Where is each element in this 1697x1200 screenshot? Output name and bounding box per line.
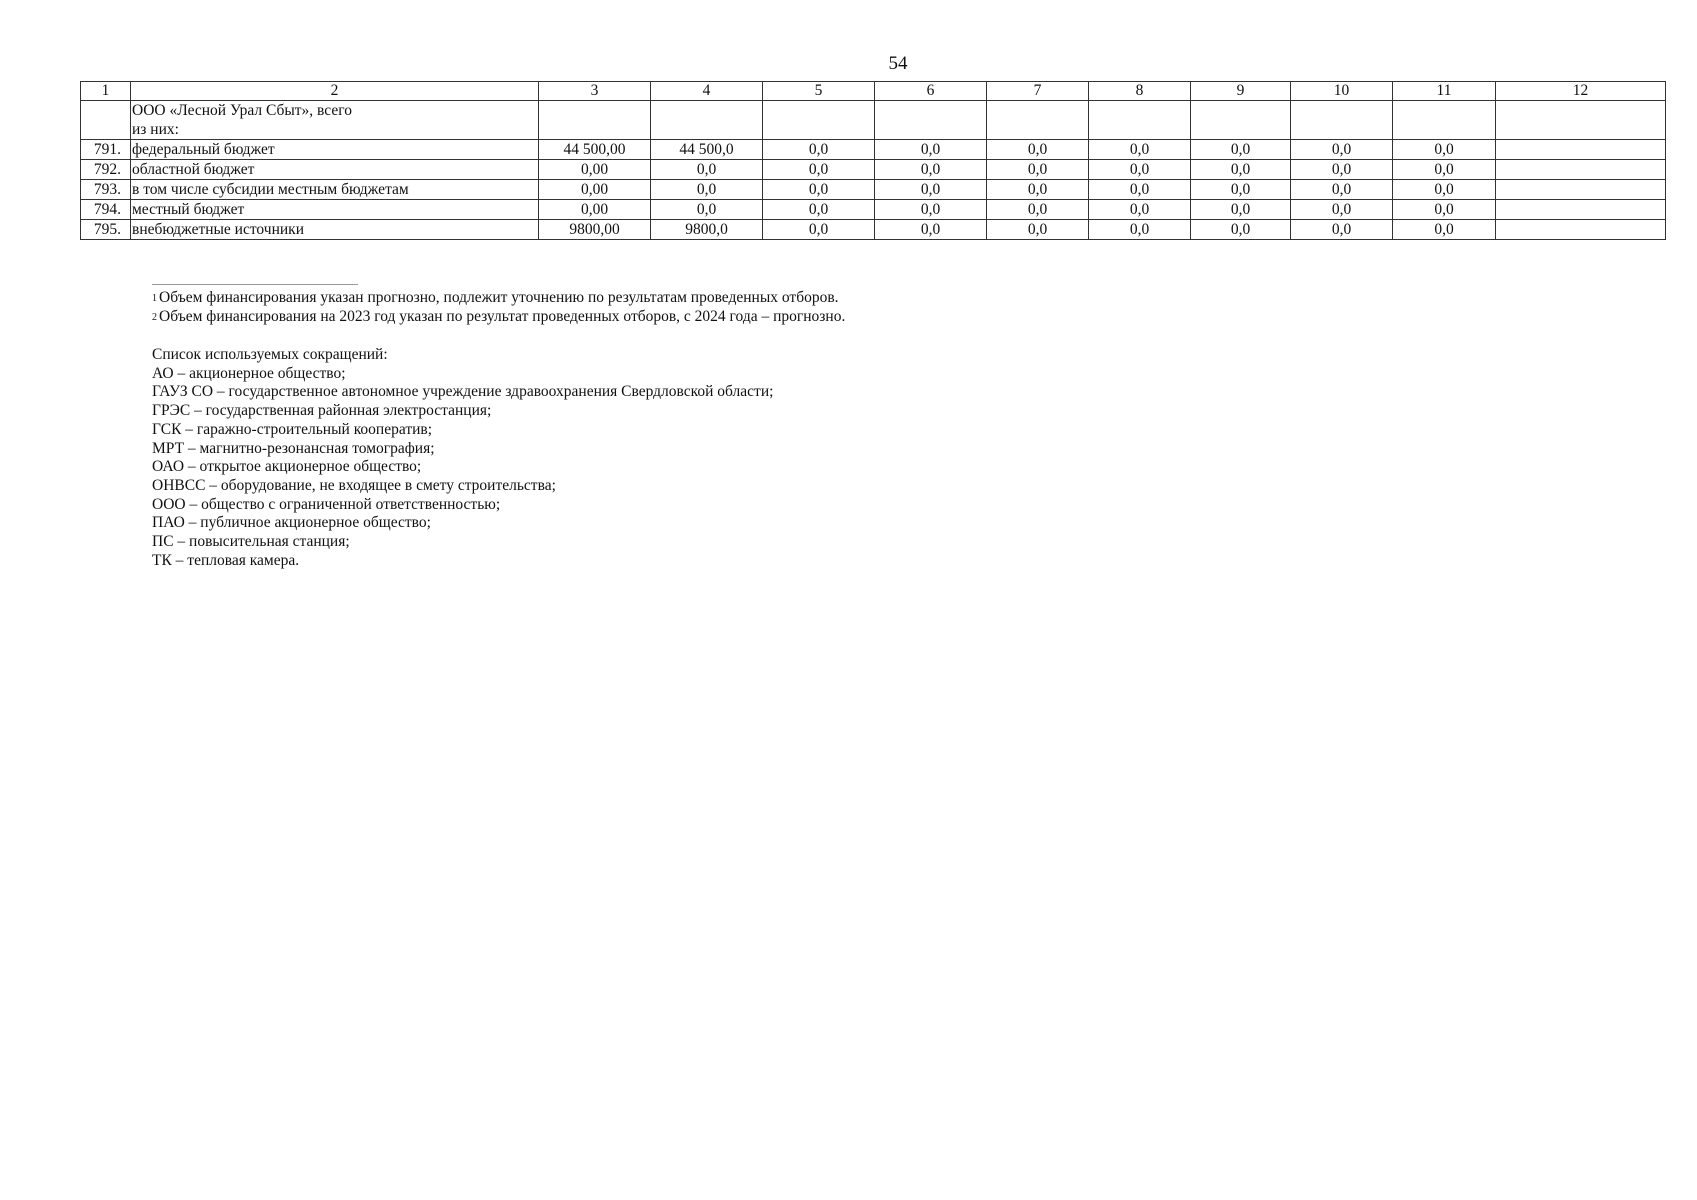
table-cell: 0,0 [875,200,987,220]
abbreviation-item: ОНВСС – оборудование, не входящее в смету строительства; [152,476,556,494]
column-header: 4 [651,82,763,101]
row-name: в том числе субсидии местным бюджетам [131,180,539,200]
table-cell [763,101,875,140]
column-number-row [81,82,1666,101]
abbreviations-heading: Список используемых сокращений: [152,346,388,363]
abbreviation-item: МРТ – магнитно-резонансная томография; [152,439,435,457]
footnote-separator [152,284,358,285]
row-number: 794. [81,200,131,220]
table-cell: 0,0 [1089,200,1191,220]
table-row [81,180,1666,200]
table-cell: 0,0 [875,180,987,200]
row-number: 791. [81,140,131,160]
table-cell [875,101,987,140]
abbreviation-item: ПАО – публичное акционерное общество; [152,514,431,532]
table-cell: 0,0 [1291,140,1393,160]
abbreviation-item: АО – акционерное общество; [152,364,346,382]
table-cell: 0,0 [1089,140,1191,160]
table-cell: 0,0 [1089,220,1191,240]
organization-title [131,101,539,140]
table-cell [1496,101,1666,140]
table-cell: 0,0 [1393,220,1496,240]
abbreviation-item: ГАУЗ СО – государственное автономное учреждение здравоохранения Свердловской области; [152,383,774,401]
table-cell: 0,0 [1291,180,1393,200]
abbreviation-item: ТК – тепловая камера. [152,551,300,569]
table-cell: 0,0 [987,220,1089,240]
row-number: 795. [81,220,131,240]
table-cell: 0,0 [875,220,987,240]
row-number: 793. [81,180,131,200]
table-row [81,220,1666,240]
table-cell: 0,0 [987,140,1089,160]
table-cell: 0,0 [1393,180,1496,200]
row-name: внебюджетные источники [131,220,539,240]
row-number: 792. [81,160,131,180]
table-cell: 0,00 [539,200,651,220]
table-cell [987,101,1089,140]
abbreviation-item: ООО – общество с ограниченной ответственностью; [152,495,501,513]
table-cell: 0,0 [1089,160,1191,180]
abbreviation-item: ГРЭС – государственная районная электростанция; [152,402,492,420]
table-cell: 0,0 [1191,140,1291,160]
table-cell [1089,101,1191,140]
table-cell: 0,0 [875,160,987,180]
abbreviation-item: ГСК – гаражно-строительный кооператив; [152,420,433,438]
table-cell: 0,0 [1191,180,1291,200]
row-name: областной бюджет [131,160,539,180]
table-cell [1496,160,1666,180]
table-cell: 0,0 [1291,200,1393,220]
column-header: 12 [1496,82,1666,101]
page-number: 54 [888,53,908,74]
table-cell: 0,0 [763,160,875,180]
table-cell: 0,0 [651,160,763,180]
organization-title-row [81,101,1666,140]
table-cell: 9800,0 [651,220,763,240]
footnote-2 [152,307,845,326]
financing-table [80,81,1666,240]
table-cell: 0,0 [1089,180,1191,200]
table-cell [1496,140,1666,160]
column-header: 7 [987,82,1089,101]
footnote-mark: 1 [152,293,157,304]
column-header: 2 [131,82,539,101]
table-cell [1496,220,1666,240]
footnote-1 [152,288,845,307]
table-cell: 0,0 [1393,160,1496,180]
table-cell: 0,0 [1191,160,1291,180]
footnotes [152,288,845,326]
table-cell [1496,180,1666,200]
table-cell: 0,0 [651,200,763,220]
table-cell: 0,0 [763,180,875,200]
column-header: 11 [1393,82,1496,101]
abbreviation-item: ПС – повысительная станция; [152,533,350,551]
footnote-text: Объем финансирования указан прогнозно, подлежит уточнению по результатам проведенных отборов. [159,289,839,306]
table-cell: 0,0 [987,160,1089,180]
row-name: федеральный бюджет [131,140,539,160]
column-header: 10 [1291,82,1393,101]
column-header: 8 [1089,82,1191,101]
column-header: 1 [81,82,131,101]
table-cell: 0,0 [875,140,987,160]
abbreviations-list [152,346,773,570]
table-cell [81,101,131,140]
table-row [81,200,1666,220]
column-header: 5 [763,82,875,101]
table-cell: 0,0 [987,200,1089,220]
organization-name: ООО «Лесной Урал Сбыт», всего [132,102,352,119]
table-cell: 0,0 [987,180,1089,200]
row-name: местный бюджет [131,200,539,220]
column-header: 9 [1191,82,1291,101]
table-cell: 0,0 [651,180,763,200]
table-cell [1496,200,1666,220]
table-cell: 0,0 [1191,220,1291,240]
table-cell: 0,00 [539,180,651,200]
table-cell [1191,101,1291,140]
table-cell: 0,00 [539,160,651,180]
table-row [81,160,1666,180]
table-cell [1393,101,1496,140]
column-header: 3 [539,82,651,101]
table-cell: 0,0 [763,200,875,220]
table-cell: 0,0 [1291,220,1393,240]
table-cell: 0,0 [1393,200,1496,220]
table-row [81,140,1666,160]
abbreviation-item: ОАО – открытое акционерное общество; [152,458,422,476]
footnote-text: Объем финансирования на 2023 год указан по результат проведенных отборов, с 2024 года – прогнозно. [159,308,846,325]
table-cell: 0,0 [763,220,875,240]
table-cell: 44 500,0 [651,140,763,160]
footnote-mark: 2 [152,312,157,323]
table-cell [651,101,763,140]
table-cell: 0,0 [1191,200,1291,220]
table-cell: 0,0 [763,140,875,160]
table-cell [1291,101,1393,140]
table-cell [539,101,651,140]
of-them-label: из них: [132,121,179,138]
table-cell: 44 500,00 [539,140,651,160]
table-cell: 0,0 [1393,140,1496,160]
table-cell: 0,0 [1291,160,1393,180]
column-header: 6 [875,82,987,101]
table-cell: 9800,00 [539,220,651,240]
